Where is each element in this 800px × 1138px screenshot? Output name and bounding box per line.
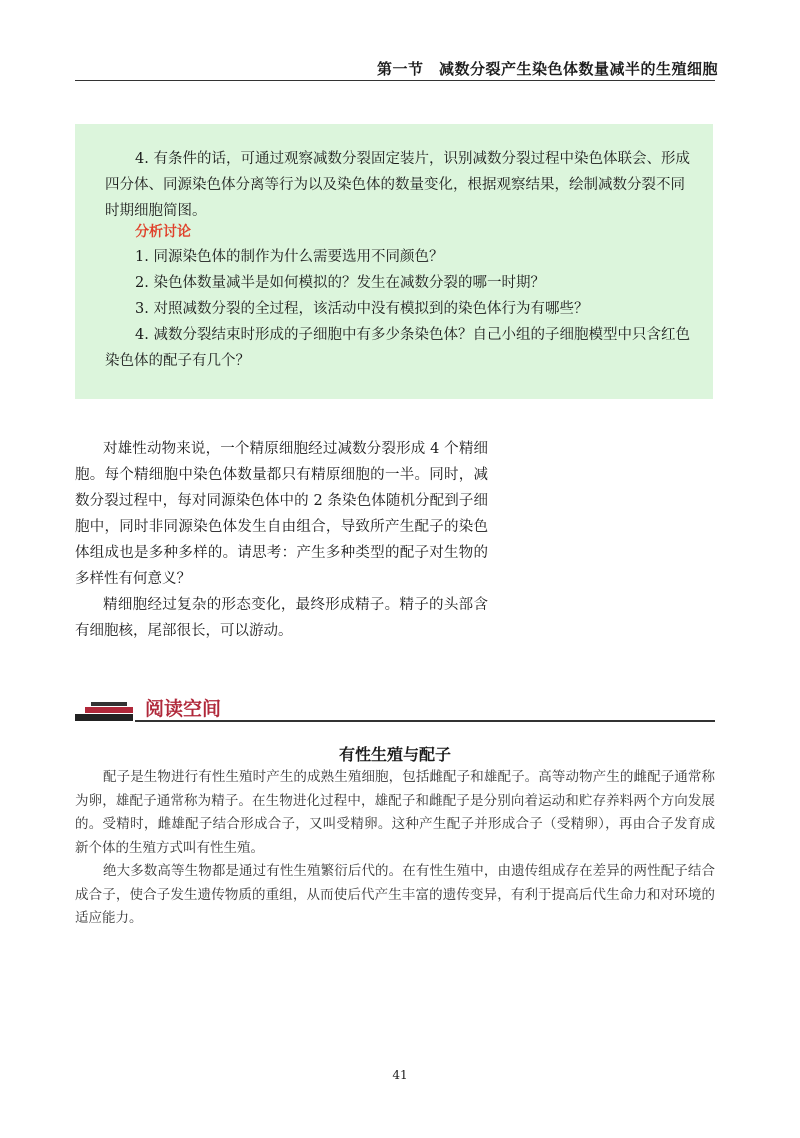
article-title: 有性生殖与配子 (338, 745, 451, 764)
page-number: 41 (392, 1068, 408, 1082)
body-paragraph: 精细胞经过复杂的形态变化，最终形成精子。精子的头部含有细胞核，尾部很长，可以游动。 (75, 597, 488, 639)
running-header: 第一节 减数分裂产生染色体数量减半的生殖细胞 (376, 60, 718, 78)
stacked-books-icon (75, 694, 135, 722)
reading-space-rule (135, 720, 715, 722)
article-paragraph: 绝大多数高等生物都是通过有性生殖繁衍后代的。在有性生殖中，由遗传组成存在差异的两性配子结合成合子，使合子发生遗传物质的重组，从而使后代产生丰富的遗传变异，有利于提高后代生命力和对环境的适应能力。 (75, 863, 715, 926)
article-paragraph: 配子是生物进行有性生殖时产生的成熟生殖细胞，包括雌配子和雄配子。高等动物产生的雌配子通常称为卵，雄配子通常称为精子。在生物进化过程中，雄配子和雌配子是分别向着运动和贮存养料两个方向发展的。受精时，雌雄配子结合形成合子，又叫受精卵。这种产生配子并形成合子（受精卵），再由合子发育成新个体的生殖方式叫有性生殖。 (75, 769, 715, 856)
article-text (75, 766, 715, 931)
activity-step-4: 4. 有条件的话，可通过观察减数分裂固定装片，识别减数分裂过程中染色体联会、形成四分体、同源染色体分离等行为以及染色体的数量变化，根据观察结果，绘制减数分裂不同时期细胞简图。 (105, 151, 690, 219)
discussion-title: 分析讨论 (135, 224, 191, 240)
activity-box (75, 124, 713, 399)
header-rule (75, 80, 715, 81)
body-paragraph: 对雄性动物来说，一个精原细胞经过减数分裂形成 4 个精细胞。每个精细胞中染色体数量都只有精原细胞的一半。同时，减数分裂过程中，每对同源染色体中的 2 条染色体随机分配到子细胞中，同时非同源染色体发生自由组合，导致所产生配子的染色体组成也是多种多样的。请思考：产生多种类型的配子对生物的多样性有何意义？ (75, 441, 488, 587)
main-body-text (75, 436, 488, 644)
question-2: 2. 染色体数量减半是如何模拟的？发生在减数分裂的哪一时期？ (135, 275, 545, 291)
question-1: 1. 同源染色体的制作为什么需要选用不同颜色？ (135, 249, 444, 265)
question-3: 3. 对照减数分裂的全过程，该活动中没有模拟到的染色体行为有哪些？ (135, 301, 589, 317)
reading-space-header (75, 694, 715, 724)
reading-space-title: 阅读空间 (145, 698, 222, 720)
question-4: 4. 减数分裂结束时形成的子细胞中有多少条染色体？自己小组的子细胞模型中只含红色染色体的配子有几个？ (105, 327, 690, 369)
